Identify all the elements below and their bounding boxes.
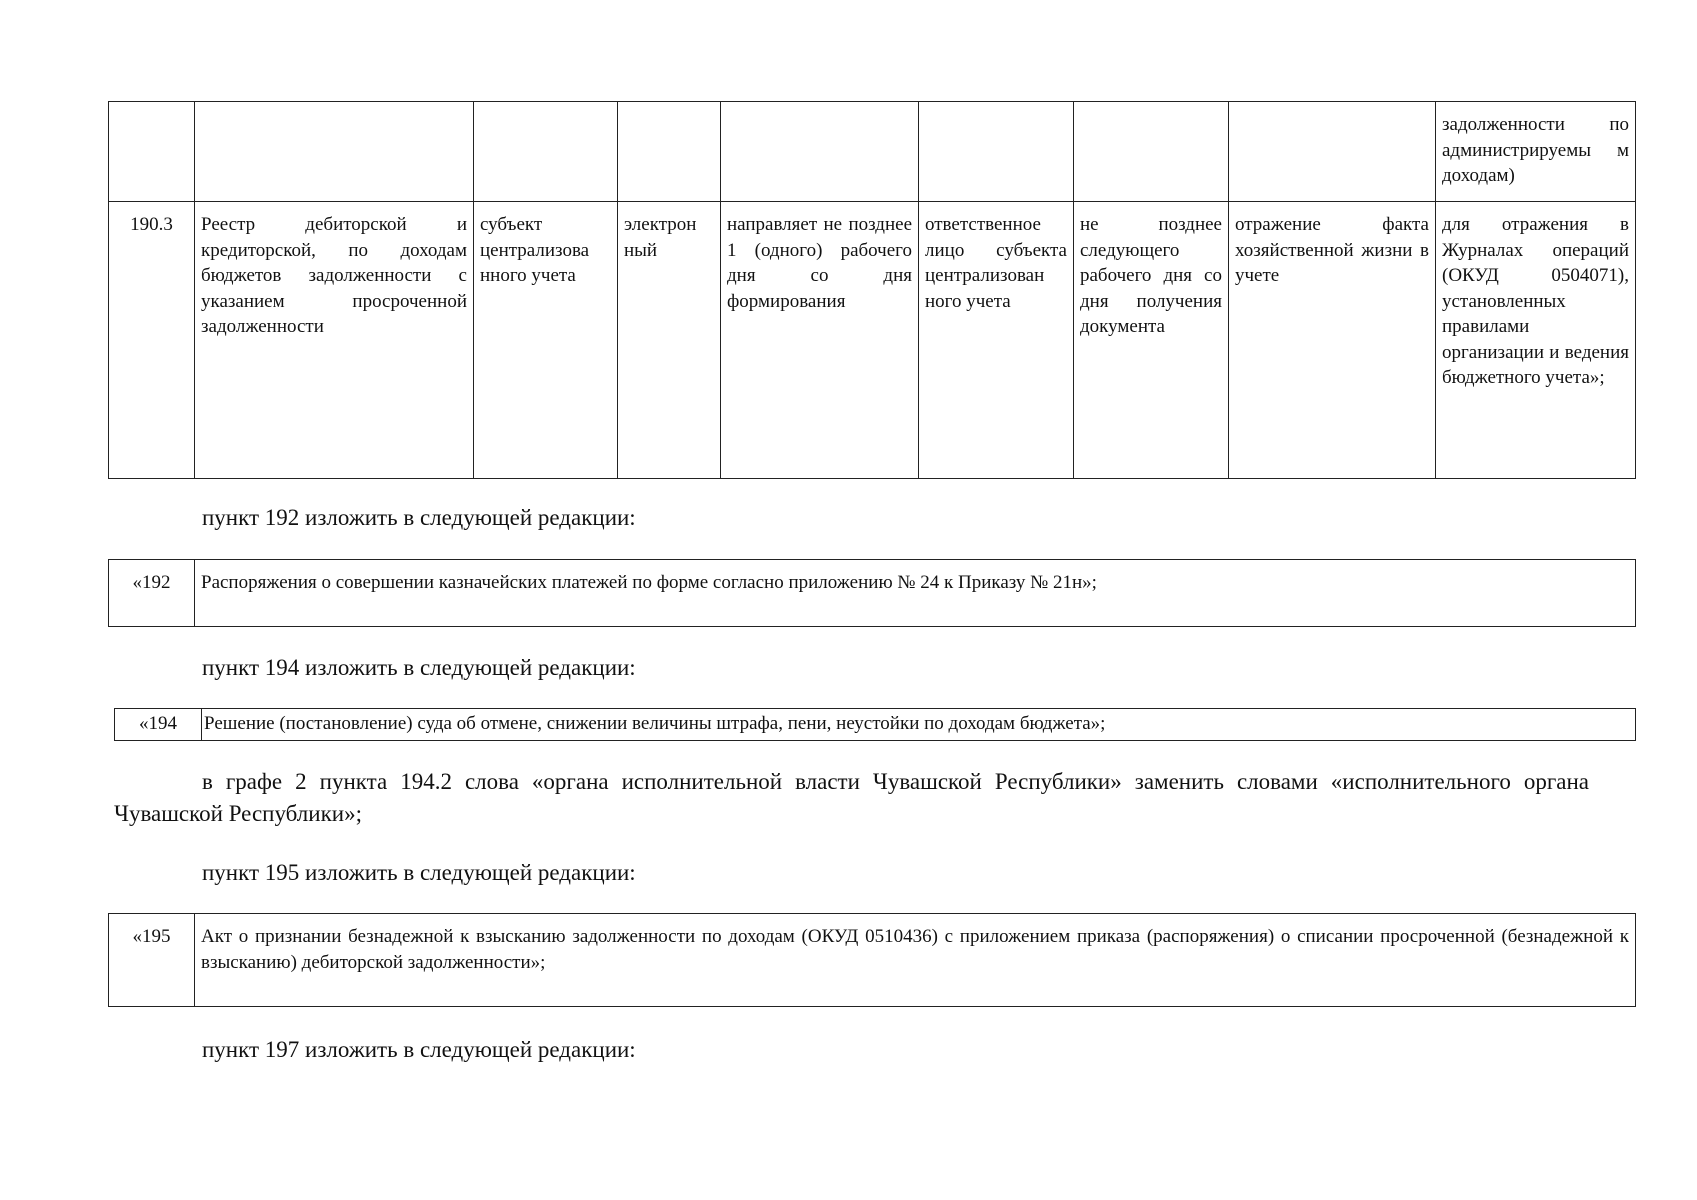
cell-empty — [919, 102, 1074, 202]
cell-form: электрон ный — [618, 202, 721, 479]
cell-row-number: «192 — [109, 560, 195, 627]
table-row — [109, 914, 1636, 1007]
cell-row-number: 190.3 — [109, 202, 195, 479]
table-row-190-3 — [109, 202, 1636, 479]
cell-document-name: Распоряжения о совершении казначейских платежей по форме согласно приложению № 24 к Приказу № 21н»; — [195, 560, 1636, 627]
paragraph-item-194: пункт 194 изложить в следующей редакции: — [202, 655, 636, 680]
table-item-194 — [114, 708, 1636, 741]
cell-usage-continuation: задолженности по администрируемы м доходам) — [1436, 102, 1636, 202]
cell-usage: для отражения в Журналах операций (ОКУД 0504071), установленных правилами организации и ведения бюджетного учета»; — [1436, 202, 1636, 479]
table-item-192 — [108, 559, 1636, 627]
cell-empty — [618, 102, 721, 202]
cell-row-number: «195 — [109, 914, 195, 1007]
table-row — [115, 709, 1636, 741]
cell-procedure: направляет не позднее 1 (одного) рабочего дня со дня формирования — [721, 202, 919, 479]
cell-empty — [1229, 102, 1436, 202]
cell-document-name: Решение (постановление) суда об отмене, снижении величины штрафа, пени, неустойки по доходам бюджета»; — [202, 709, 1636, 741]
cell-empty — [474, 102, 618, 202]
cell-document-name: Акт о признании безнадежной к взысканию задолженности по доходам (ОКУД 0510436) с приложением приказа (распоряжения) о списании просроченной (безнадежной к взысканию) дебиторской задолженности»; — [195, 914, 1636, 1007]
cell-deadline: не позднее следующего рабочего дня со дня получения документа — [1074, 202, 1229, 479]
cell-empty — [195, 102, 474, 202]
cell-who-forms: субъект централизова нного учета — [474, 202, 618, 479]
cell-purpose: отражение факта хозяйственной жизни в учете — [1229, 202, 1436, 479]
paragraph-item-194-2: в графе 2 пункта 194.2 слова «органа исполнительной власти Чувашской Республики» заменить словами «исполнительного органа Чувашской Республики»; — [114, 769, 1589, 826]
paragraph-item-192: пункт 192 изложить в следующей редакции: — [202, 505, 636, 530]
cell-empty — [1074, 102, 1229, 202]
paragraph-item-195: пункт 195 изложить в следующей редакции: — [202, 860, 636, 885]
cell-responsible: ответственное лицо субъекта централизован ного учета — [919, 202, 1074, 479]
cell-empty — [721, 102, 919, 202]
cell-empty — [109, 102, 195, 202]
table-row-continuation — [109, 102, 1636, 202]
table-item-195 — [108, 913, 1636, 1007]
cell-document-name: Реестр дебиторской и кредиторской, по доходам бюджетов задолженности с указанием просроченной задолженности — [195, 202, 474, 479]
table-row — [109, 560, 1636, 627]
paragraph-item-197: пункт 197 изложить в следующей редакции: — [202, 1037, 636, 1062]
table-item-190 — [108, 101, 1636, 479]
cell-row-number: «194 — [115, 709, 202, 741]
